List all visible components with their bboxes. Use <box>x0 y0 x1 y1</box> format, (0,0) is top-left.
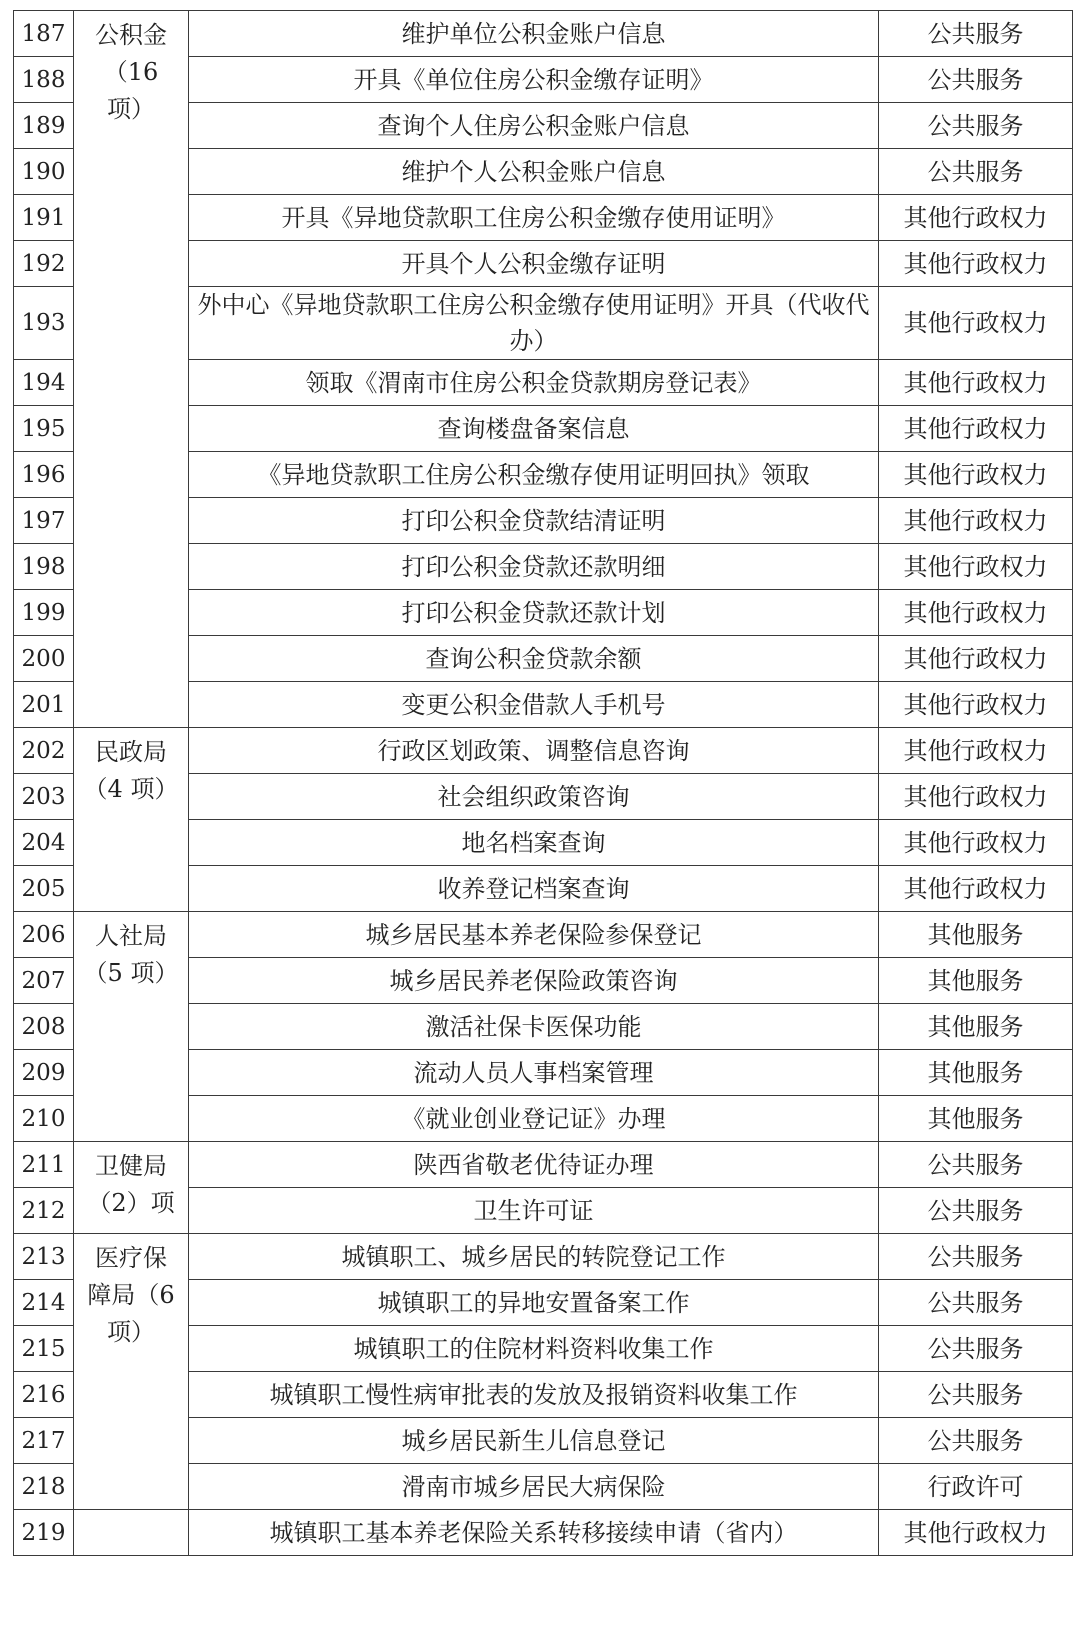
department-cell <box>74 1234 189 1510</box>
service-type: 其他行政权力 <box>879 590 1073 636</box>
service-items-table <box>13 10 1073 1556</box>
row-number: 192 <box>14 241 74 287</box>
table-body <box>14 11 1073 1556</box>
row-number: 218 <box>14 1464 74 1510</box>
service-type: 其他行政权力 <box>879 866 1073 912</box>
service-type: 其他行政权力 <box>879 544 1073 590</box>
service-item: 城乡居民养老保险政策咨询 <box>189 958 879 1004</box>
row-number: 212 <box>14 1188 74 1234</box>
service-item: 打印公积金贷款还款明细 <box>189 544 879 590</box>
service-item: 流动人员人事档案管理 <box>189 1050 879 1096</box>
row-number: 211 <box>14 1142 74 1188</box>
service-item: 打印公积金贷款结清证明 <box>189 498 879 544</box>
service-item: 激活社保卡医保功能 <box>189 1004 879 1050</box>
service-type: 其他行政权力 <box>879 1510 1073 1556</box>
row-number: 193 <box>14 287 74 360</box>
row-number: 196 <box>14 452 74 498</box>
service-item: 陕西省敬老优待证办理 <box>189 1142 879 1188</box>
service-item: 城乡居民基本养老保险参保登记 <box>189 912 879 958</box>
service-item: 卫生许可证 <box>189 1188 879 1234</box>
row-number: 202 <box>14 728 74 774</box>
table-row <box>14 1234 1073 1280</box>
service-type: 其他行政权力 <box>879 195 1073 241</box>
service-item: 维护单位公积金账户信息 <box>189 11 879 57</box>
service-type: 其他服务 <box>879 1004 1073 1050</box>
service-type: 公共服务 <box>879 149 1073 195</box>
row-number: 204 <box>14 820 74 866</box>
service-item: 开具《异地贷款职工住房公积金缴存使用证明》 <box>189 195 879 241</box>
service-item: 领取《渭南市住房公积金贷款期房登记表》 <box>189 360 879 406</box>
service-type: 公共服务 <box>879 1418 1073 1464</box>
service-item: 开具《单位住房公积金缴存证明》 <box>189 57 879 103</box>
row-number: 191 <box>14 195 74 241</box>
service-type: 其他行政权力 <box>879 498 1073 544</box>
service-type: 公共服务 <box>879 1372 1073 1418</box>
department-name: 公积金 （16 项） <box>95 21 167 123</box>
row-number: 216 <box>14 1372 74 1418</box>
service-item: 地名档案查询 <box>189 820 879 866</box>
service-item: 查询公积金贷款余额 <box>189 636 879 682</box>
department-name: 医疗保 障局（6 项） <box>87 1244 175 1346</box>
row-number: 206 <box>14 912 74 958</box>
service-type: 公共服务 <box>879 1280 1073 1326</box>
table-row <box>14 728 1073 774</box>
service-type: 其他行政权力 <box>879 728 1073 774</box>
row-number: 210 <box>14 1096 74 1142</box>
row-number: 194 <box>14 360 74 406</box>
department-cell <box>74 912 189 1142</box>
service-item: 维护个人公积金账户信息 <box>189 149 879 195</box>
row-number: 189 <box>14 103 74 149</box>
service-type: 行政许可 <box>879 1464 1073 1510</box>
service-item: 城镇职工慢性病审批表的发放及报销资料收集工作 <box>189 1372 879 1418</box>
service-type: 公共服务 <box>879 1234 1073 1280</box>
row-number: 219 <box>14 1510 74 1556</box>
service-item: 《就业创业登记证》办理 <box>189 1096 879 1142</box>
service-type: 其他行政权力 <box>879 820 1073 866</box>
department-cell <box>74 11 189 728</box>
row-number: 195 <box>14 406 74 452</box>
row-number: 203 <box>14 774 74 820</box>
department-name: 民政局 （4 项） <box>83 738 179 803</box>
table-row <box>14 1142 1073 1188</box>
service-item: 城镇职工的住院材料资料收集工作 <box>189 1326 879 1372</box>
service-type: 其他服务 <box>879 1050 1073 1096</box>
row-number: 187 <box>14 11 74 57</box>
service-item: 行政区划政策、调整信息咨询 <box>189 728 879 774</box>
row-number: 208 <box>14 1004 74 1050</box>
department-name: 卫健局 （2）项 <box>87 1152 175 1217</box>
service-type: 其他行政权力 <box>879 360 1073 406</box>
department-name: 人社局 （5 项） <box>83 922 179 987</box>
service-type: 其他行政权力 <box>879 452 1073 498</box>
service-item: 变更公积金借款人手机号 <box>189 682 879 728</box>
row-number: 217 <box>14 1418 74 1464</box>
service-type: 公共服务 <box>879 103 1073 149</box>
table-row <box>14 1510 1073 1556</box>
service-type: 其他服务 <box>879 958 1073 1004</box>
service-item: 城镇职工、城乡居民的转院登记工作 <box>189 1234 879 1280</box>
row-number: 207 <box>14 958 74 1004</box>
service-type: 公共服务 <box>879 11 1073 57</box>
table-row <box>14 912 1073 958</box>
row-number: 188 <box>14 57 74 103</box>
service-item: 打印公积金贷款还款计划 <box>189 590 879 636</box>
service-item: 查询楼盘备案信息 <box>189 406 879 452</box>
row-number: 214 <box>14 1280 74 1326</box>
service-type: 其他行政权力 <box>879 406 1073 452</box>
service-item: 《异地贷款职工住房公积金缴存使用证明回执》领取 <box>189 452 879 498</box>
service-type: 其他行政权力 <box>879 241 1073 287</box>
row-number: 197 <box>14 498 74 544</box>
service-type: 其他服务 <box>879 912 1073 958</box>
department-cell <box>74 1510 189 1556</box>
row-number: 200 <box>14 636 74 682</box>
row-number: 190 <box>14 149 74 195</box>
service-item: 城镇职工的异地安置备案工作 <box>189 1280 879 1326</box>
row-number: 215 <box>14 1326 74 1372</box>
service-item: 开具个人公积金缴存证明 <box>189 241 879 287</box>
service-item: 外中心《异地贷款职工住房公积金缴存使用证明》开具（代收代办） <box>189 287 879 360</box>
service-item: 收养登记档案查询 <box>189 866 879 912</box>
table-row <box>14 11 1073 57</box>
row-number: 209 <box>14 1050 74 1096</box>
service-item: 城乡居民新生儿信息登记 <box>189 1418 879 1464</box>
row-number: 201 <box>14 682 74 728</box>
service-type: 其他服务 <box>879 1096 1073 1142</box>
row-number: 199 <box>14 590 74 636</box>
service-type: 公共服务 <box>879 57 1073 103</box>
service-type: 公共服务 <box>879 1188 1073 1234</box>
service-item: 查询个人住房公积金账户信息 <box>189 103 879 149</box>
row-number: 213 <box>14 1234 74 1280</box>
row-number: 198 <box>14 544 74 590</box>
service-item: 滑南市城乡居民大病保险 <box>189 1464 879 1510</box>
service-type: 其他行政权力 <box>879 682 1073 728</box>
row-number: 205 <box>14 866 74 912</box>
service-item: 社会组织政策咨询 <box>189 774 879 820</box>
service-item: 城镇职工基本养老保险关系转移接续申请（省内） <box>189 1510 879 1556</box>
department-cell <box>74 728 189 912</box>
service-type: 其他行政权力 <box>879 636 1073 682</box>
service-type: 其他行政权力 <box>879 287 1073 360</box>
service-type: 公共服务 <box>879 1326 1073 1372</box>
service-type: 其他行政权力 <box>879 774 1073 820</box>
department-cell <box>74 1142 189 1234</box>
service-type: 公共服务 <box>879 1142 1073 1188</box>
